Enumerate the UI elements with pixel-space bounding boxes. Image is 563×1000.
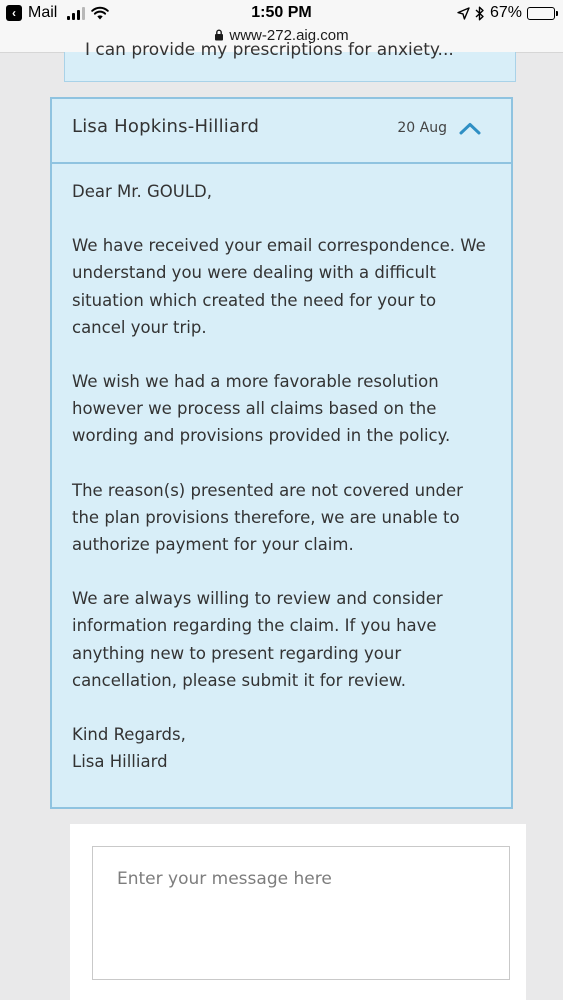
reply-panel [70, 824, 526, 1000]
message-card [50, 97, 513, 809]
reply-message-input[interactable] [92, 846, 510, 980]
battery-percent: 67% [489, 4, 522, 21]
message-header[interactable] [52, 99, 511, 164]
message-paragraph: We have received your email correspondence. We understand you were dealing with a difficult situation which created the need for your to cancel your trip. [72, 236, 486, 337]
status-bar [0, 0, 563, 28]
location-arrow-icon [457, 7, 470, 20]
back-app-label[interactable]: Mail [28, 4, 58, 21]
back-to-app-icon[interactable]: ‹ [6, 5, 22, 21]
message-body [52, 164, 511, 775]
message-paragraph: We wish we had a more favorable resolution however we process all claims based on the wording and provisions provided in the policy. [72, 372, 451, 446]
status-bar-left[interactable] [6, 4, 109, 22]
status-bar-right [457, 4, 555, 22]
previous-message-snippet: I can provide my prescriptions for anxiety... [85, 40, 454, 60]
chevron-up-icon [459, 122, 481, 135]
message-greeting: Dear Mr. GOULD, [72, 182, 212, 201]
previous-message[interactable] [64, 40, 516, 82]
battery-icon [527, 7, 555, 20]
message-paragraph: The reason(s) presented are not covered under the plan provisions therefore, we are unable to authorize payment for your claim. [72, 480, 463, 555]
url-text[interactable]: www-272.aig.com [229, 27, 349, 44]
message-closing: Kind Regards, [72, 725, 186, 745]
message-date: 20 Aug [397, 120, 447, 136]
bluetooth-icon [475, 6, 485, 21]
clock: 1:50 PM [251, 4, 312, 21]
message-signature: Lisa Hilliard [72, 752, 168, 772]
message-sender: Lisa Hopkins-Hilliard [72, 116, 260, 137]
message-paragraph: We are always willing to review and consider information regarding the claim. If you have anything new to present regarding your cancellation, please submit it for review. [72, 589, 443, 690]
collapse-message-button[interactable] [457, 117, 483, 139]
cellular-signal-icon [67, 6, 85, 20]
wifi-icon [91, 6, 109, 20]
